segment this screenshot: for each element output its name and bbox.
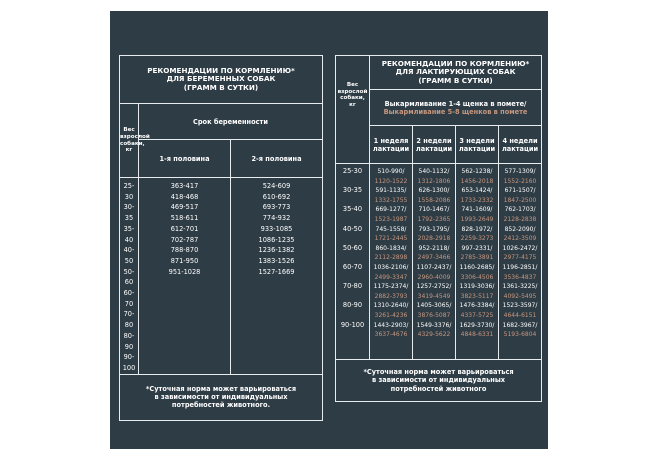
puppies-5-8-value: 2785-3891 bbox=[460, 254, 494, 262]
weight-value: 90-100 bbox=[340, 320, 365, 329]
puppies-5-8-value: 2112-2898 bbox=[374, 254, 408, 262]
second-half-value: 1236-1382 bbox=[258, 246, 295, 255]
pregnant-feeding-table bbox=[119, 55, 322, 421]
puppies-5-8-value: 2960-4009 bbox=[417, 273, 451, 281]
puppies-1-4-value: 577-1309/ bbox=[504, 168, 536, 175]
puppies-1-4-value: 1036-2106/ bbox=[373, 263, 409, 271]
weight-value: 50-60 bbox=[123, 267, 135, 287]
puppies-5-8-value: 4848-6331 bbox=[460, 331, 494, 339]
weight-value: 35-40 bbox=[342, 205, 363, 214]
footnote: *Суточная норма может варьироваться в зависимости от индивидуальных потребностей животного. bbox=[120, 374, 323, 420]
puppies-1-4-value: 860-1834/ bbox=[375, 244, 407, 252]
weight-value: 35-40 bbox=[123, 224, 135, 244]
puppies-5-8-value: 2412-3509 bbox=[503, 235, 537, 243]
week1-column bbox=[370, 164, 413, 360]
first-half-header: 1-я половина bbox=[139, 140, 231, 178]
weight-header: Вес взрослой собаки, кг bbox=[336, 56, 370, 164]
first-half-value: 363-417 bbox=[170, 182, 199, 190]
weight-value: 90-100 bbox=[122, 353, 136, 372]
puppies-1-4-value: 852-2090/ bbox=[504, 225, 536, 233]
weight-column bbox=[336, 164, 370, 360]
second-half-value: 610-692 bbox=[262, 192, 291, 201]
puppies-5-8-value: 1721-2445 bbox=[374, 235, 408, 243]
weight-column bbox=[120, 178, 139, 375]
puppies-1-4-value: 1257-2752/ bbox=[416, 283, 452, 291]
puppies-1-4-value: 952-2118/ bbox=[418, 244, 450, 252]
puppies-1-4-value: 562-1238/ bbox=[461, 168, 493, 175]
puppies-1-4-value: 1310-2640/ bbox=[373, 302, 409, 310]
weight-value: 25-30 bbox=[123, 182, 135, 201]
second-half-value: 524-609 bbox=[262, 182, 291, 190]
puppies-5-8-value: 3261-4236 bbox=[374, 311, 408, 319]
weight-value: 40-50 bbox=[123, 246, 135, 265]
puppies-5-8-value: 3823-5117 bbox=[460, 292, 494, 300]
weight-value: 60-70 bbox=[342, 262, 363, 271]
week1-header: 1 неделя лактации bbox=[370, 126, 413, 164]
first-half-value: 469-517 bbox=[170, 203, 199, 212]
puppies-1-4-value: 510-990/ bbox=[377, 168, 405, 175]
second-half-value: 933-1085 bbox=[260, 224, 293, 233]
puppies-1-4-value: 540-1132/ bbox=[418, 168, 450, 175]
puppies-1-4-value: 745-1558/ bbox=[375, 225, 407, 233]
puppies-1-4-value: 1476-3384/ bbox=[459, 302, 495, 310]
weight-value: 25-30 bbox=[342, 167, 363, 175]
puppies-5-8-value: 3306-4506 bbox=[460, 273, 494, 281]
weight-value: 40-50 bbox=[342, 224, 363, 233]
first-half-value: 612-701 bbox=[170, 224, 199, 233]
puppies-5-8-value: 1332-1755 bbox=[374, 196, 408, 204]
litter-size-header: Выкармливание 1-4 щенка в помете/ Выкармливание 5-8 щенков в помете bbox=[370, 90, 542, 126]
period-header: Срок беременности bbox=[139, 104, 323, 140]
puppies-5-8-value: 1456-2018 bbox=[460, 177, 494, 185]
week4-header: 4 недели лактации bbox=[499, 126, 542, 164]
second-half-value: 1527-1669 bbox=[258, 267, 295, 276]
puppies-1-4-value: 1361-3225/ bbox=[502, 283, 538, 291]
puppies-5-8-value: 1312-1806 bbox=[417, 177, 451, 185]
weight-header: Вес взрослой собаки, кг bbox=[120, 104, 139, 178]
weight-value: 50-60 bbox=[342, 243, 363, 252]
weight-value: 80-90 bbox=[342, 301, 363, 310]
puppies-1-4-value: 1026-2472/ bbox=[502, 244, 538, 252]
puppies-1-4-value: 1549-3376/ bbox=[416, 321, 452, 329]
week2-header: 2 недели лактации bbox=[413, 126, 456, 164]
puppies-5-8-value: 3637-4676 bbox=[374, 331, 408, 339]
puppies-5-8-value: 2028-2918 bbox=[417, 235, 451, 243]
second-half-header: 2-я половина bbox=[231, 140, 323, 178]
puppies-1-4-value: 828-1972/ bbox=[461, 225, 493, 233]
second-half-value: 1086-1235 bbox=[258, 235, 295, 244]
puppies-1-4-value: 1405-3065/ bbox=[416, 302, 452, 310]
second-half-column bbox=[231, 178, 323, 375]
lactating-feeding-table bbox=[335, 55, 541, 402]
puppies-5-8-value: 2882-3793 bbox=[374, 292, 408, 300]
puppies-5-8-value: 2259-3273 bbox=[460, 235, 494, 243]
puppies-1-4-value: 1443-2903/ bbox=[373, 321, 409, 329]
puppies-5-8-value: 4337-5725 bbox=[460, 311, 494, 319]
puppies-5-8-value: 1993-2649 bbox=[460, 215, 494, 223]
week3-header: 3 недели лактации bbox=[456, 126, 499, 164]
puppies-5-8-value: 1847-2500 bbox=[503, 196, 537, 204]
puppies-5-8-value: 3876-5087 bbox=[417, 311, 451, 319]
puppies-5-8-value: 1792-2365 bbox=[417, 215, 451, 223]
puppies-1-4-value: 671-1507/ bbox=[504, 187, 536, 195]
week2-column bbox=[413, 164, 456, 360]
weight-value: 30-35 bbox=[342, 186, 363, 195]
first-half-value: 951-1028 bbox=[168, 267, 201, 276]
puppies-1-4-value: 669-1277/ bbox=[375, 206, 407, 214]
first-half-value: 788-870 bbox=[170, 246, 199, 255]
puppies-5-8-value: 4329-5622 bbox=[417, 331, 451, 339]
weight-value: 80-90 bbox=[123, 331, 135, 351]
puppies-1-4-value: 762-1703/ bbox=[504, 206, 536, 214]
puppies-1-4-value: 1523-3597/ bbox=[502, 302, 538, 310]
second-half-value: 693-773 bbox=[262, 203, 291, 212]
puppies-1-4-value: 653-1424/ bbox=[461, 187, 493, 195]
week3-column bbox=[456, 164, 499, 360]
puppies-1-4-value: 1160-2685/ bbox=[459, 263, 495, 271]
first-half-column bbox=[139, 178, 231, 375]
second-half-value: 774-932 bbox=[262, 214, 291, 223]
weight-value: 30-35 bbox=[123, 203, 135, 223]
puppies-5-8-value: 2128-2838 bbox=[503, 215, 537, 223]
puppies-5-8-value: 1552-2160 bbox=[503, 177, 537, 185]
puppies-5-8-value: 1120-1522 bbox=[374, 177, 408, 185]
puppies-5-8-value: 1733-2332 bbox=[460, 196, 494, 204]
week4-column bbox=[499, 164, 542, 360]
weight-value: 60-70 bbox=[123, 289, 135, 308]
puppies-1-4-value: 1107-2437/ bbox=[416, 263, 452, 271]
puppies-1-4-value: 591-1135/ bbox=[375, 187, 407, 195]
puppies-5-8-value: 5193-6804 bbox=[503, 331, 537, 339]
puppies-1-4-value: 710-1467/ bbox=[418, 206, 450, 214]
puppies-1-4-value: 1319-3036/ bbox=[459, 283, 495, 291]
puppies-1-4-value: 741-1609/ bbox=[461, 206, 493, 214]
puppies-5-8-value: 4092-5495 bbox=[503, 292, 537, 300]
puppies-1-4-value: 626-1300/ bbox=[418, 187, 450, 195]
puppies-5-8-value: 3536-4837 bbox=[503, 273, 537, 281]
puppies-1-4-value: 1629-3730/ bbox=[459, 321, 495, 329]
puppies-1-4-value: 997-2331/ bbox=[461, 244, 493, 252]
first-half-value: 518-611 bbox=[170, 214, 199, 223]
table-title: РЕКОМЕНДАЦИИ ПО КОРМЛЕНИЮ* ДЛЯ ЛАКТИРУЮЩИХ СОБАК (ГРАММ В СУТКИ) bbox=[370, 56, 542, 90]
table-title: РЕКОМЕНДАЦИИ ПО КОРМЛЕНИЮ* ДЛЯ БЕРЕМЕННЫХ СОБАК (ГРАММ В СУТКИ) bbox=[120, 56, 323, 104]
second-half-value: 1383-1526 bbox=[258, 256, 295, 265]
puppies-5-8-value: 3419-4549 bbox=[417, 292, 451, 300]
puppies-1-4-value: 1175-2374/ bbox=[373, 283, 409, 291]
puppies-1-4-value: 1196-2851/ bbox=[502, 263, 538, 271]
puppies-5-8-value: 2499-3347 bbox=[374, 273, 408, 281]
puppies-1-4-value: 793-1795/ bbox=[418, 225, 450, 233]
puppies-5-8-value: 1523-1987 bbox=[374, 215, 408, 223]
first-half-value: 871-950 bbox=[170, 256, 199, 265]
weight-value: 70-80 bbox=[342, 282, 363, 291]
puppies-5-8-value: 1558-2086 bbox=[417, 196, 451, 204]
first-half-value: 702-787 bbox=[170, 235, 199, 244]
weight-value: 70-80 bbox=[123, 310, 135, 330]
puppies-1-4-value: 1682-3967/ bbox=[502, 321, 538, 329]
puppies-5-8-value: 4644-6151 bbox=[503, 311, 537, 319]
footnote: *Суточная норма может варьироваться в зависимости от индивидуальных потребностей животного bbox=[336, 360, 542, 402]
first-half-value: 418-468 bbox=[170, 192, 199, 201]
puppies-5-8-value: 2497-3466 bbox=[417, 254, 451, 262]
feeding-panel bbox=[110, 11, 548, 449]
puppies-5-8-value: 2977-4175 bbox=[503, 254, 537, 262]
